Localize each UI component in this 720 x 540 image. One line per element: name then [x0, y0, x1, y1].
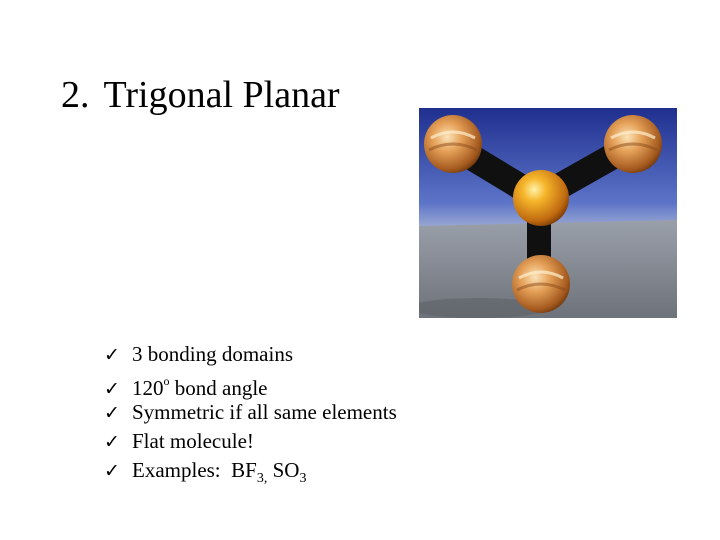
bullet-item — [104, 340, 397, 369]
subscript: 3 — [299, 471, 307, 487]
checkmark-icon: ✓ — [104, 344, 120, 366]
outer-atom-right — [604, 115, 662, 173]
slide-title — [61, 72, 340, 118]
subscript: 3, — [256, 471, 268, 487]
outer-atom-bottom — [512, 255, 570, 313]
central-atom — [513, 170, 569, 226]
examples-prefix: Examples: BF — [132, 458, 257, 482]
bullet-list — [104, 340, 397, 485]
bullet-item — [104, 456, 397, 485]
checkmark-icon: ✓ — [104, 402, 120, 424]
trigonal-planar-model — [419, 108, 677, 318]
examples-mid: SO — [267, 458, 300, 482]
bond-angle-label: bond angle — [169, 376, 268, 400]
outer-atom-left — [424, 115, 482, 173]
bullet-text: 3 bonding domains — [132, 342, 293, 366]
checkmark-icon: ✓ — [104, 378, 120, 400]
bullet-text: Symmetric if all same elements — [132, 400, 397, 424]
bullet-text: Flat molecule! — [132, 429, 254, 453]
checkmark-icon: ✓ — [104, 460, 120, 482]
bullet-item — [104, 427, 397, 456]
bond-angle-value: 120 — [132, 376, 164, 400]
title-text: Trigonal Planar — [103, 74, 340, 116]
checkmark-icon: ✓ — [104, 431, 120, 453]
bullet-text — [132, 456, 306, 493]
bullet-item — [104, 398, 397, 427]
title-number: 2. — [61, 74, 90, 116]
molecule-image — [419, 108, 677, 318]
degree-symbol: o — [163, 374, 170, 388]
bullet-item — [104, 369, 397, 398]
